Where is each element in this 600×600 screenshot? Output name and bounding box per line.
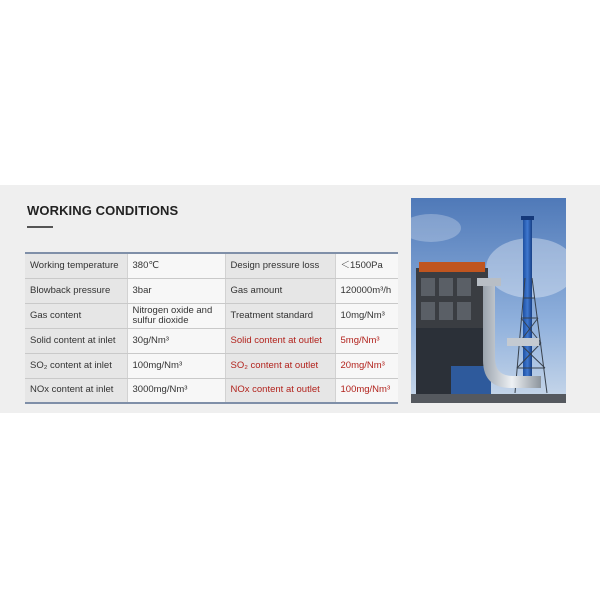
row-value: 3bar: [127, 278, 225, 303]
row-value: 10mg/Nm³: [335, 303, 398, 328]
row-label: Blowback pressure: [25, 278, 127, 303]
row-value: 120000m³/h: [335, 278, 398, 303]
table-row: [25, 303, 398, 328]
table-row: [25, 253, 398, 278]
title-underline: [27, 226, 53, 228]
row-label: Gas amount: [225, 278, 335, 303]
row-label: Working temperature: [25, 253, 127, 278]
row-label-highlight: SO₂ content at outlet: [225, 353, 335, 378]
row-label: SO₂ content at inlet: [25, 353, 127, 378]
row-value: ＜1500Pa: [335, 253, 398, 278]
row-value: Nitrogen oxide and sulfur dioxide: [127, 303, 225, 328]
table-row: [25, 353, 398, 378]
row-label: NOx content at inlet: [25, 378, 127, 403]
industrial-plant-photo: [411, 198, 566, 403]
section-title: WORKING CONDITIONS: [27, 203, 179, 218]
row-label: Treatment standard: [225, 303, 335, 328]
row-label-highlight: Solid content at outlet: [225, 328, 335, 353]
row-label-highlight: NOx content at outlet: [225, 378, 335, 403]
row-label: Solid content at inlet: [25, 328, 127, 353]
row-value: 100mg/Nm³: [127, 353, 225, 378]
row-label: Design pressure loss: [225, 253, 335, 278]
row-value-highlight: 100mg/Nm³: [335, 378, 398, 403]
row-label: Gas content: [25, 303, 127, 328]
row-value: 30g/Nm³: [127, 328, 225, 353]
table-row: [25, 278, 398, 303]
row-value-highlight: 5mg/Nm³: [335, 328, 398, 353]
table-row: [25, 378, 398, 403]
working-conditions-table: [25, 252, 398, 404]
table-row: [25, 328, 398, 353]
row-value-highlight: 20mg/Nm³: [335, 353, 398, 378]
row-value: 380℃: [127, 253, 225, 278]
row-value: 3000mg/Nm³: [127, 378, 225, 403]
